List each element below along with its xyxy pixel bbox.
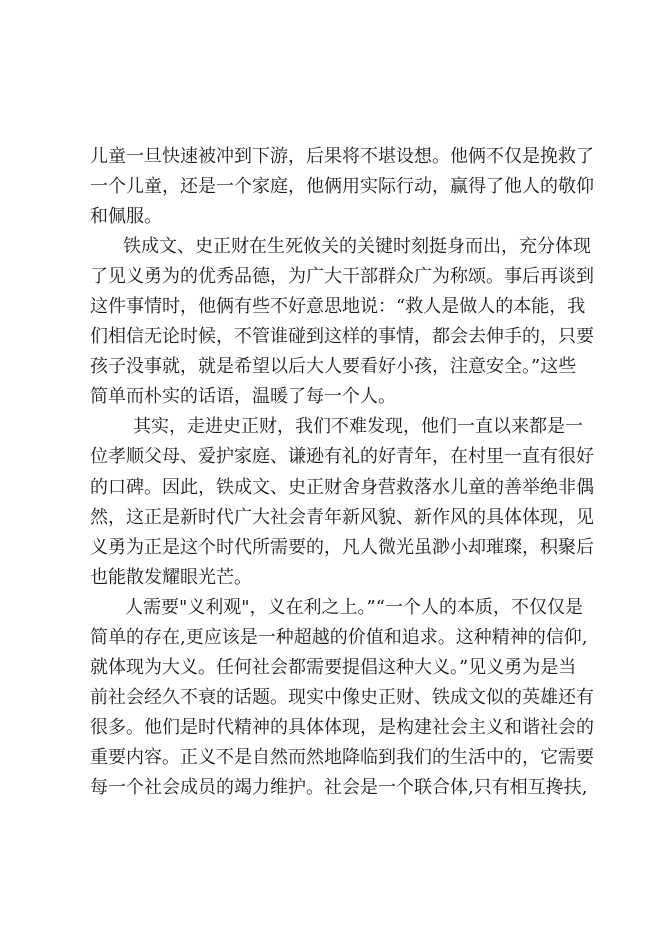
text-line: 前社会经久不衰的话题。现实中像史正财、铁成文似的英雄还有 bbox=[90, 686, 594, 708]
paragraph-3 bbox=[90, 412, 594, 592]
paragraph-1 bbox=[90, 142, 594, 232]
text-line: 简单的存在,更应该是一种超越的价值和追求。这种精神的信仰, bbox=[90, 626, 588, 648]
text-line: 其实，走进史正财，我们不难发现，他们一直以来都是一 bbox=[133, 416, 583, 438]
text-line: 每一个社会成员的竭力维护。社会是一个联合体,只有相互搀扶, bbox=[90, 776, 588, 798]
text-line: 的口碑。因此，铁成文、史正财舍身营救落水儿童的善举绝非偶 bbox=[90, 476, 594, 498]
text-line: 很多。他们是时代精神的具体体现，是构建社会主义和谐社会的 bbox=[90, 716, 594, 738]
text-line: 重要内容。正义不是自然而然地降临到我们的生活中的，它需要 bbox=[90, 746, 594, 768]
paragraph-4 bbox=[90, 593, 594, 803]
text-line: 简单而朴实的话语，温暖了每一个人。 bbox=[90, 386, 396, 408]
text-line: 了见义勇为的优秀品德，为广大干部群众广为称颂。事后再谈到 bbox=[90, 266, 594, 288]
text-line: 然，这正是新时代广大社会青年新风貌、新作风的具体体现，见 bbox=[90, 506, 594, 528]
text-line: 这件事情时，他俩有些不好意思地说：“救人是做人的本能，我 bbox=[90, 296, 586, 318]
document-page bbox=[90, 142, 594, 803]
text-line: 和佩服。 bbox=[90, 206, 162, 228]
text-line: 孩子没事就，就是希望以后大人要看好小孩，注意安全。”这些 bbox=[90, 356, 577, 378]
text-line: 位孝顺父母、爱护家庭、谦逊有礼的好青年，在村里一直有很好 bbox=[90, 446, 594, 468]
paragraph-2 bbox=[90, 232, 594, 412]
text-line: 人需要"义利观"，义在利之上。”“一个人的本质，不仅仅是 bbox=[125, 596, 583, 618]
text-line: 儿童一旦快速被冲到下游，后果将不堪设想。他俩不仅是挽救了 bbox=[90, 146, 594, 167]
text-line: 们相信无论时候，不管谁碰到这样的事情，都会去伸手的，只要 bbox=[90, 326, 594, 348]
text-line: 铁成文、史正财在生死攸关的关键时刻挺身而出，充分体现 bbox=[123, 236, 591, 258]
text-line: 义勇为正是这个时代所需要的，凡人微光虽渺小却璀璨，积聚后 bbox=[90, 536, 594, 558]
text-line: 也能散发耀眼光芒。 bbox=[90, 566, 252, 588]
text-line: 一个儿童，还是一个家庭，他俩用实际行动，赢得了他人的敬仰 bbox=[90, 176, 594, 198]
text-line: 就体现为大义。任何社会都需要提倡这种大义。”见义勇为是当 bbox=[90, 656, 577, 678]
